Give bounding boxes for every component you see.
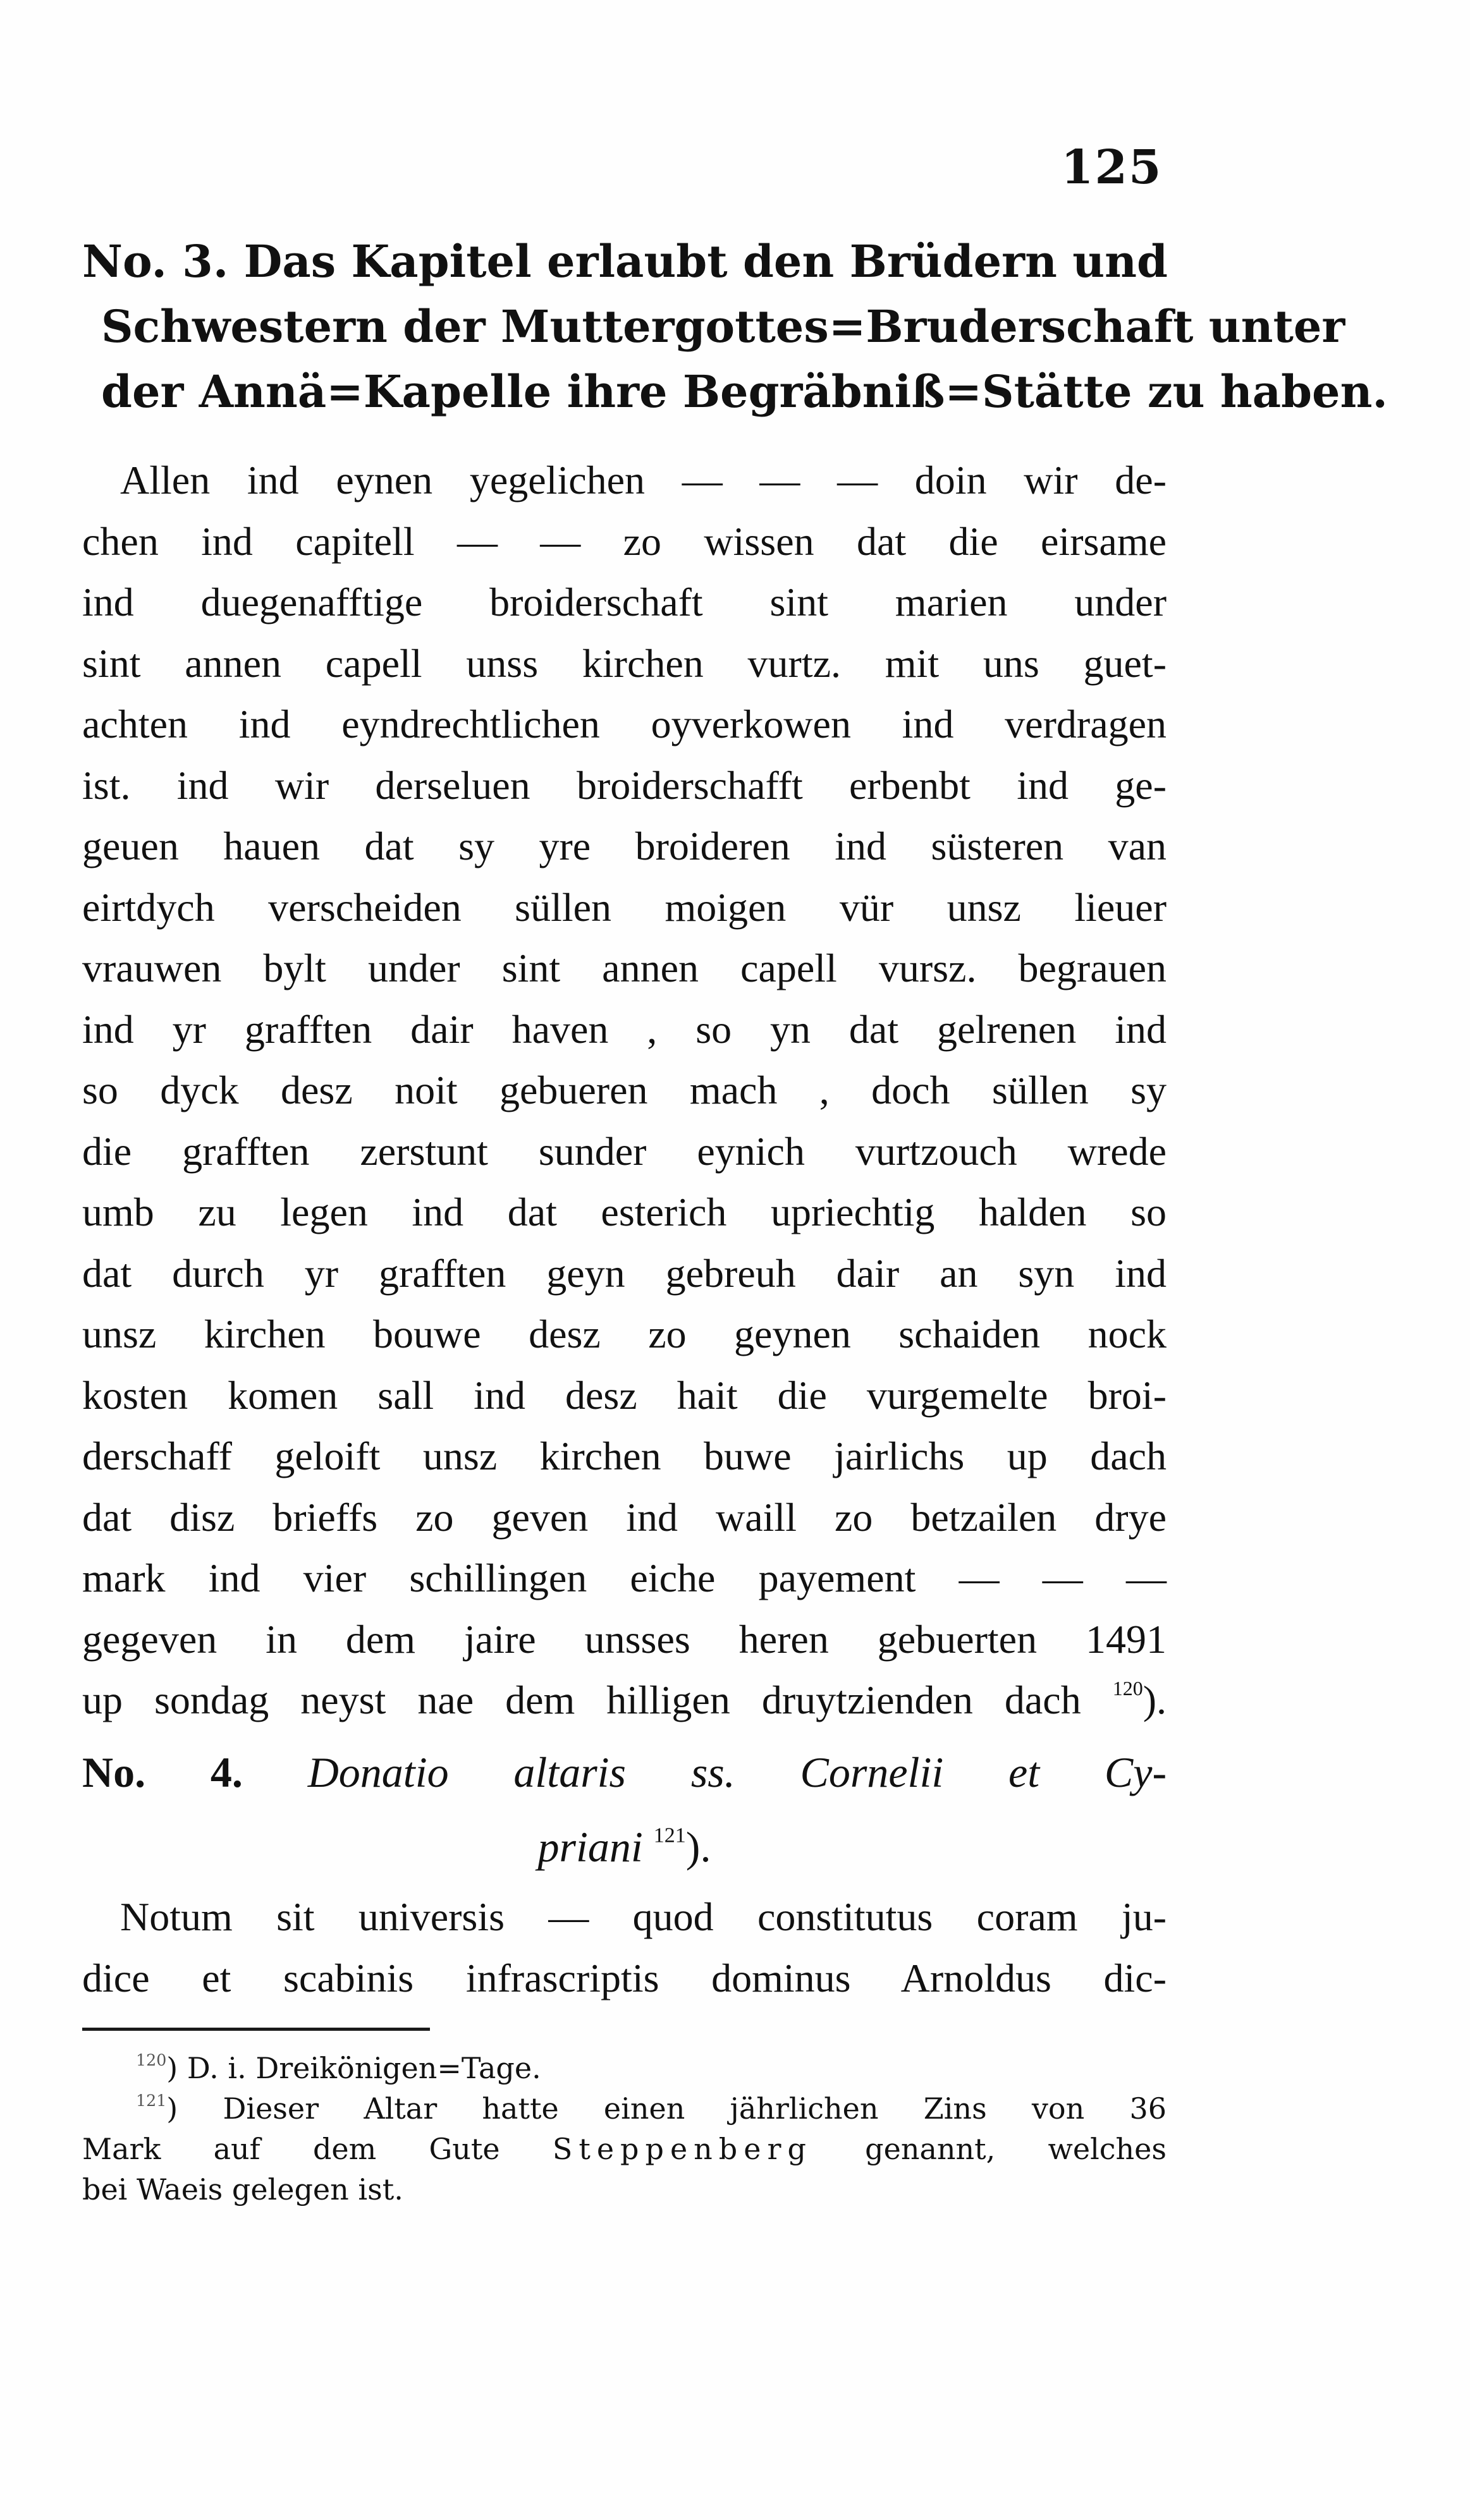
text-line: ist. ind wir derseluen broiderschafft erbenbt ind ge- xyxy=(82,762,1167,808)
text-line: umb zu legen ind dat esterich upriechtig halden so xyxy=(82,1190,1167,1234)
heading-line xyxy=(82,1810,1167,1884)
text-line: eirtdych verscheiden süllen moigen vür unsz lieuer xyxy=(82,884,1167,930)
heading-line: Schwestern der Muttergottes=Bruderschaft unter xyxy=(101,300,1345,353)
footnote-ref-121[interactable]: 121 xyxy=(653,1823,686,1847)
title-word: et xyxy=(1008,1748,1040,1796)
footnote-121 xyxy=(82,2088,1167,2129)
text-line: chen ind capitell — — zo wissen dat die eirsame xyxy=(82,518,1167,564)
heading-line xyxy=(82,1735,1167,1810)
footnote-text: Mark auf dem Gute xyxy=(82,2132,500,2166)
text-line: so dyck desz noit gebueren mach , doch süllen sy xyxy=(82,1068,1167,1112)
title-word: Cornelii xyxy=(800,1748,944,1796)
closing-punct: ). xyxy=(685,1823,711,1871)
text-line: geuen hauen dat sy yre broideren ind süsteren van xyxy=(82,824,1167,868)
text-line: gegeven in dem jaire unsses heren gebuerten 1491 xyxy=(82,1616,1167,1662)
text-line: kosten komen sall ind desz hait die vurgemelte broi- xyxy=(82,1372,1167,1418)
text-line: dice et scabinis infrascriptis dominus Arnoldus dic- xyxy=(82,1955,1167,2000)
footnote-121-cont xyxy=(82,2129,1167,2169)
text-line: dat disz brieffs zo geven ind waill zo betzailen drye xyxy=(82,1494,1167,1540)
page-number: 125 xyxy=(1061,140,1163,195)
closing-punct: ). xyxy=(1142,1677,1167,1722)
text-line: achten ind eyndrechtlichen oyverkowen ind verdragen xyxy=(82,702,1167,746)
section-number: No. 4. xyxy=(82,1748,243,1796)
place-name: Steppenberg xyxy=(552,2132,812,2166)
title-word: ss. xyxy=(690,1748,735,1796)
footnote-divider xyxy=(82,2028,430,2031)
footnote-mark: 120 xyxy=(136,2050,167,2069)
text-line: unsz kirchen bouwe desz zo geynen schaiden nock xyxy=(82,1312,1167,1356)
text-line-with-footnote xyxy=(82,1670,1167,1731)
title-word: Donatio xyxy=(307,1748,449,1796)
footnote-121-cont: bei Waeis gelegen ist. xyxy=(82,2172,403,2207)
footnote-lead: $^{121}$) xyxy=(136,2091,223,2126)
heading-line: No. 3. Das Kapitel erlaubt den Brüdern und xyxy=(82,235,1168,288)
text-line: dat durch yr grafften geyn gebreuh dair an syn ind xyxy=(82,1250,1167,1296)
footnotes xyxy=(82,2048,1167,2210)
footnote-ref-120[interactable]: 120 xyxy=(1112,1677,1143,1700)
section-4-body xyxy=(82,1887,1167,2009)
text-line: Allen ind eynen yegelichen — — — doin wir de- xyxy=(120,458,1167,502)
section-3-heading xyxy=(82,229,1388,424)
footnote-text: genannt, welches xyxy=(865,2132,1167,2166)
text-line: mark ind vier schillingen eiche payement — — — xyxy=(82,1555,1167,1600)
title-word: Cy- xyxy=(1104,1748,1167,1796)
footnote-120 xyxy=(82,2048,1167,2088)
footnote-text: Dieser Altar hatte einen jährlichen Zins von 36 xyxy=(223,2091,1167,2126)
title-word: altaris xyxy=(513,1748,627,1796)
section-4-heading xyxy=(82,1735,1167,1884)
text-line: derschaff geloift unsz kirchen buwe jairlichs up dach xyxy=(82,1433,1167,1478)
section-3-body xyxy=(82,450,1167,1731)
footnote-text: D. i. Dreikönigen=Tage. xyxy=(187,2051,541,2085)
text-line: ind duegenafftige broiderschaft sint marien under xyxy=(82,580,1167,624)
text-fragment: up sondag neyst nae dem hilligen druytzienden dach xyxy=(82,1677,1081,1722)
heading-line: der Annä=Kapelle ihre Begräbniß=Stätte zu haben. xyxy=(101,365,1388,418)
text-line: ind yr grafften dair haven , so yn dat gelrenen ind xyxy=(82,1006,1167,1052)
text-line: Notum sit universis — quod constitutus coram ju- xyxy=(120,1894,1167,1939)
footnote-paren: ) xyxy=(166,2051,187,2085)
text-line: die grafften zerstunt sunder eynich vurtzouch wrede xyxy=(82,1128,1167,1174)
text-line: sint annen capell unss kirchen vurtz. mit uns guet- xyxy=(82,640,1167,686)
text-line: vrauwen bylt under sint annen capell vursz. begrauen xyxy=(82,946,1167,990)
title-word: priani xyxy=(537,1823,643,1871)
footnote-mark: 121 xyxy=(136,2091,167,2110)
